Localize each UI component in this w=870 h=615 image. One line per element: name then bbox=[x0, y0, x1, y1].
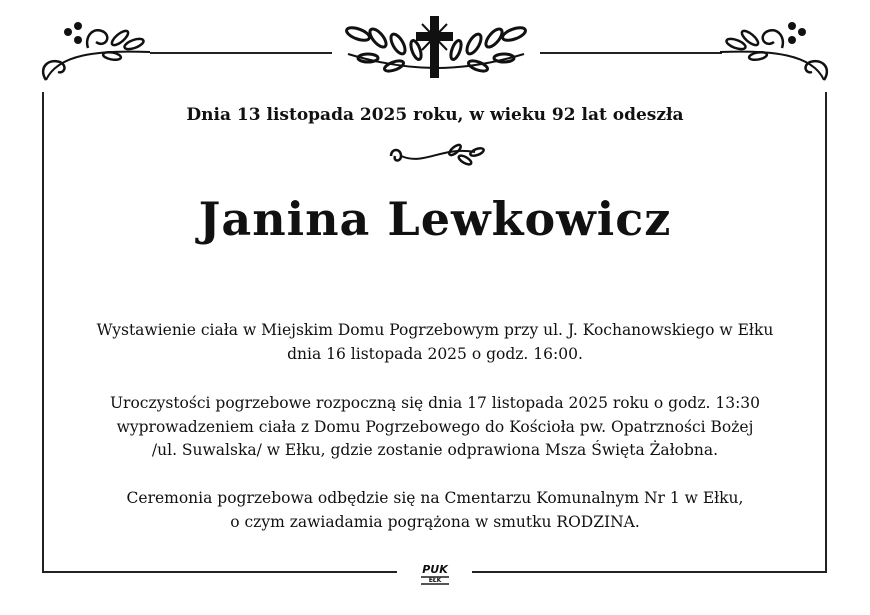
deceased-name: Janina Lewkowicz bbox=[198, 192, 672, 246]
text-line: Uroczystości pogrzebowe rozpoczną się dnia 17 listopada 2025 roku o godz. 13:30 bbox=[109, 394, 761, 412]
corner-ornament-right-icon bbox=[712, 18, 832, 88]
puk-logo bbox=[415, 564, 455, 585]
paragraph-ceremony bbox=[0, 392, 870, 463]
divider-flourish-icon bbox=[385, 142, 485, 172]
cross-laurel-icon bbox=[338, 14, 534, 80]
frame-bottom-left bbox=[42, 571, 397, 573]
frame-bottom-right bbox=[472, 571, 827, 573]
text-line: dnia 16 listopada 2025 o godz. 16:00. bbox=[287, 344, 583, 363]
corner-ornament-left-icon bbox=[38, 18, 158, 88]
text-line: Ceremonia pogrzebowa odbędzie się na Cmentarzu Komunalnym Nr 1 w Ełku, bbox=[126, 489, 744, 507]
logo-bottom-text: EŁK bbox=[421, 576, 449, 585]
paragraph-burial bbox=[0, 487, 870, 534]
text-line: o czym zawiadamia pogrążona w smutku RODZINA. bbox=[230, 512, 640, 531]
text-line: Wystawienie ciała w Miejskim Domu Pogrzebowym przy ul. J. Kochanowskiego w Ełku bbox=[96, 321, 774, 339]
death-announcement-header: Dnia 13 listopada 2025 roku, w wieku 92 lat odeszła bbox=[186, 105, 684, 125]
frame-top-left bbox=[150, 52, 332, 54]
text-line: /ul. Suwalska/ w Ełku, gdzie zostanie odprawiona Msza Święta Żałobna. bbox=[151, 441, 719, 459]
text-line: wyprowadzeniem ciała z Domu Pogrzebowego do Kościoła pw. Opatrzności Bożej bbox=[116, 417, 754, 436]
logo-top-text: PUK bbox=[422, 563, 448, 576]
paragraph-viewing bbox=[0, 319, 870, 366]
frame-top-right bbox=[540, 52, 722, 54]
